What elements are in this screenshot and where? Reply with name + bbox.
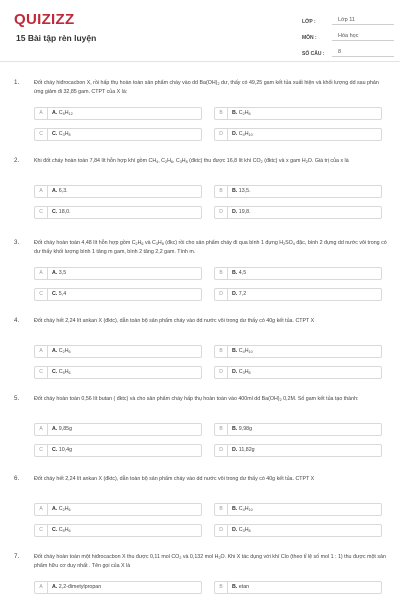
option-text: [232, 186, 251, 197]
worksheet-meta: [302, 12, 394, 60]
meta-value: Lớp 11: [332, 17, 394, 25]
option-value: $C_4H_{10}$: [238, 131, 253, 137]
option-label: B.: [232, 426, 238, 432]
option-text: [52, 424, 72, 435]
answer-option-a[interactable]: [34, 503, 202, 516]
option-text: [232, 445, 255, 456]
option-label: D.: [232, 209, 238, 215]
option-text: [52, 207, 71, 218]
option-letter: B: [215, 268, 228, 279]
option-value: $C_3H_8$: [238, 369, 251, 375]
option-label: A.: [52, 584, 58, 590]
answer-option-d[interactable]: [214, 288, 382, 301]
option-letter: C: [35, 207, 48, 218]
option-label: B.: [232, 270, 238, 276]
worksheet-header: [0, 0, 400, 62]
answer-option-c[interactable]: [34, 444, 202, 457]
option-value: 10,4g: [58, 447, 73, 453]
option-letter: C: [35, 289, 48, 300]
answer-option-d[interactable]: [214, 366, 382, 379]
option-letter: C: [35, 525, 48, 536]
option-text: [52, 289, 66, 300]
meta-label: SỐ CÂU :: [302, 51, 325, 57]
answer-option-b[interactable]: [214, 423, 382, 436]
meta-row-class: [302, 12, 394, 25]
option-letter: A: [35, 346, 48, 357]
option-letter: A: [35, 268, 48, 279]
meta-value: Hóa học: [332, 33, 394, 41]
option-label: B.: [232, 584, 238, 590]
option-label: B.: [232, 506, 238, 512]
option-text: [232, 268, 246, 279]
question-number: 5.: [14, 395, 20, 402]
option-value: 9,98g: [238, 426, 253, 432]
option-letter: D: [215, 367, 228, 378]
option-label: D.: [232, 291, 238, 297]
meta-row-count: [302, 44, 394, 57]
option-value: 13,5.: [238, 188, 251, 194]
option-value: 6,3.: [58, 188, 68, 194]
answer-option-b[interactable]: [214, 503, 382, 516]
meta-label: LỚP :: [302, 19, 316, 25]
option-text: [232, 504, 253, 515]
option-value: 9,85g: [58, 426, 73, 432]
option-letter: A: [35, 108, 48, 119]
option-text: [232, 207, 251, 218]
question-number: 1.: [14, 79, 20, 86]
option-label: C.: [52, 527, 58, 533]
option-text: [52, 445, 72, 456]
option-text: [52, 525, 71, 536]
option-label: A.: [52, 270, 58, 276]
option-label: A.: [52, 506, 58, 512]
answer-option-b[interactable]: [214, 107, 382, 120]
answer-option-a[interactable]: [34, 107, 202, 120]
option-label: A.: [52, 188, 58, 194]
option-text: [52, 346, 71, 357]
option-label: B.: [232, 348, 238, 354]
option-label: C.: [52, 447, 58, 453]
option-value: $C_3H_8$: [58, 131, 71, 137]
question-text: Đốt cháy hoàn toàn 4,48 lít hỗn hợp gồm $C_2H_6$ và $C_3H_8$ (đkc) rồi cho sản phẩm cháy đi qua bình 1 đựng $H_2SO_4$ đặc, bình 2 đựng dd nước vôi trong có dư thấy khối lượng bình 1 tăng m gam, bình 2 tăng 2,2 gam. Tính m.: [34, 240, 387, 255]
option-value: $C_2H_6$: [238, 110, 251, 116]
option-label: C.: [52, 291, 58, 297]
option-letter: D: [215, 207, 228, 218]
option-letter: D: [215, 129, 228, 140]
option-letter: A: [35, 424, 48, 435]
option-text: [232, 346, 253, 357]
option-text: [232, 367, 251, 378]
option-value: 19,8.: [238, 209, 251, 215]
option-label: D.: [232, 447, 238, 453]
option-label: B.: [232, 188, 238, 194]
option-letter: B: [215, 346, 228, 357]
option-value: $C_3H_8$: [238, 527, 251, 533]
answer-option-a[interactable]: [34, 423, 202, 436]
option-text: [232, 525, 251, 536]
question-number: 4.: [14, 317, 20, 324]
option-letter: B: [215, 108, 228, 119]
option-value: $C_2H_6$: [58, 506, 71, 512]
option-value: $C_5H_6$: [58, 527, 71, 533]
answer-option-c[interactable]: [34, 366, 202, 379]
option-letter: D: [215, 289, 228, 300]
option-text: [52, 504, 71, 515]
option-label: C.: [52, 209, 58, 215]
option-text: [232, 129, 253, 140]
option-text: [52, 268, 66, 279]
answer-option-a[interactable]: [34, 345, 202, 358]
option-label: A.: [52, 110, 58, 116]
option-value: $C_4H_{10}$: [238, 348, 253, 354]
option-label: D.: [232, 131, 238, 137]
answer-option-b[interactable]: [214, 581, 382, 594]
option-letter: A: [35, 504, 48, 515]
option-text: [232, 289, 246, 300]
answer-option-a[interactable]: [34, 581, 202, 594]
option-text: [52, 367, 71, 378]
option-value: $C_2H_6$: [58, 348, 71, 354]
option-text: [232, 108, 251, 119]
answer-option-d[interactable]: [214, 206, 382, 219]
option-label: A.: [52, 348, 58, 354]
answer-option-b[interactable]: [214, 267, 382, 280]
quizizz-logo: QUIZIZZ: [14, 11, 75, 28]
option-value: 3,5: [58, 270, 67, 276]
option-value: 11,82g: [238, 447, 255, 453]
worksheet-title: 15 Bài tập rèn luyện: [16, 33, 97, 43]
option-value: $C_5H_6$: [58, 369, 71, 375]
option-value: 5,4: [58, 291, 67, 297]
option-value: $C_4H_{10}$: [238, 506, 253, 512]
answer-option-d[interactable]: [214, 444, 382, 457]
question-number: 6.: [14, 475, 20, 482]
option-value: $C_5H_{12}$: [58, 110, 73, 116]
option-label: C.: [52, 369, 58, 375]
question-text: Đốt cháy hết 2,24 lít ankan X (đktc), dẫn toàn bộ sản phẩm cháy vào dd nước vôi trong dư thấy có 40g kết tủa. CTPT X: [34, 318, 315, 324]
option-value: 18,0.: [58, 209, 71, 215]
option-letter: A: [35, 582, 48, 593]
option-text: [232, 582, 249, 593]
option-letter: D: [215, 445, 228, 456]
question-text: Đốt cháy hoàn toàn một hiđrocacbon X thu được 0,11 mol $CO_2$ và 0,132 mol $H_2O$. Khi X tác dụng với khí Clo (theo tỉ lệ số mol 1 : 1) thu được một sản phẩm hữu cơ duy nhất . Tên gọi của X là: [34, 554, 386, 569]
answer-option-c[interactable]: [34, 206, 202, 219]
option-letter: C: [35, 129, 48, 140]
option-letter: B: [215, 424, 228, 435]
answer-option-c[interactable]: [34, 288, 202, 301]
question-text: Đốt cháy hoàn toàn 0,56 lít butan ( đktc) và cho sản phẩm cháy hấp thụ hoàn toàn vào 400ml dd $Ba(OH)_2$ 0,2M. Số gam kết tủa tạo thành:: [34, 396, 359, 402]
question-number: 2.: [14, 157, 20, 164]
option-label: B.: [232, 110, 238, 116]
option-letter: B: [215, 582, 228, 593]
question-number: 3.: [14, 239, 20, 246]
meta-label: MÔN :: [302, 35, 317, 41]
question-number: 7.: [14, 553, 20, 560]
answer-option-c[interactable]: [34, 128, 202, 141]
answer-option-d[interactable]: [214, 128, 382, 141]
answer-option-b[interactable]: [214, 185, 382, 198]
option-letter: C: [35, 445, 48, 456]
option-text: [52, 582, 101, 593]
option-label: A.: [52, 426, 58, 432]
option-value: etan: [238, 584, 250, 590]
option-text: [52, 129, 71, 140]
question-text: Khi đốt cháy hoàn toàn 7,84 lít hỗn hợp khí gồm $CH_4$, $C_2H_6$, $C_3H_8$ (đktc) thu được 16,8 lít khí $CO_2$ (đktc) và x gam $H_2O$. Giá trị của x là: [34, 158, 349, 164]
option-text: [52, 186, 68, 197]
answer-option-a[interactable]: [34, 267, 202, 280]
option-value: 4,5: [238, 270, 247, 276]
meta-row-subject: [302, 28, 394, 41]
option-label: D.: [232, 527, 238, 533]
meta-value: 8: [332, 49, 394, 57]
option-letter: D: [215, 525, 228, 536]
option-value: 2,2-đimetylpropan: [58, 584, 102, 590]
option-text: [52, 108, 73, 119]
option-letter: B: [215, 186, 228, 197]
answer-option-c[interactable]: [34, 524, 202, 537]
option-label: D.: [232, 369, 238, 375]
answer-option-b[interactable]: [214, 345, 382, 358]
option-letter: A: [35, 186, 48, 197]
question-text: Đốt cháy hiđrocacbon X, rồi hấp thụ hoàn toàn sản phẩm cháy vào dd $Ba(OH)_2$ dư, thấy có 49,25 gam kết tủa xuất hiện và khối lượng dd sau phản ứng giảm đi 32,85 gam. CTPT của X là:: [34, 80, 379, 95]
question-text: Đốt cháy hết 2,24 lít ankan X (đktc), dẫn toàn bộ sản phẩm cháy vào dd nước vôi trong dư thấy có 40g kết tủa. CTPT X: [34, 476, 315, 482]
option-value: 7,2: [238, 291, 247, 297]
option-text: [232, 424, 252, 435]
option-letter: B: [215, 504, 228, 515]
option-letter: C: [35, 367, 48, 378]
option-label: C.: [52, 131, 58, 137]
answer-option-d[interactable]: [214, 524, 382, 537]
answer-option-a[interactable]: [34, 185, 202, 198]
